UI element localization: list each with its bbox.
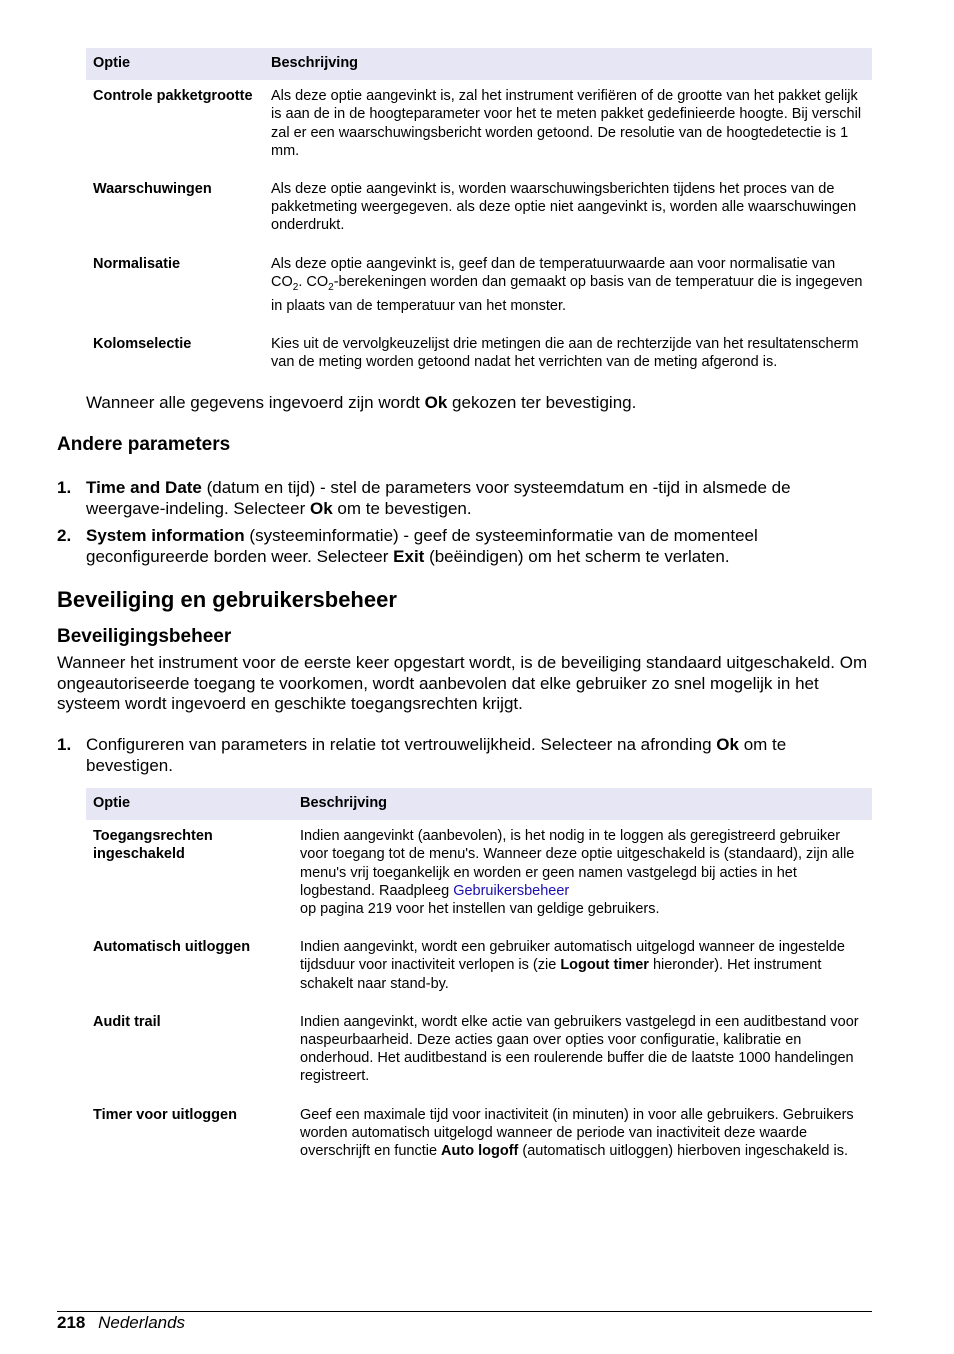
table-row (86, 820, 872, 931)
text-part: . CO (298, 273, 329, 290)
bold-term: Ok (309, 498, 333, 518)
page-footer (57, 1313, 185, 1333)
option-name: Toegangsrechten ingeschakeld (93, 828, 213, 863)
confirm-paragraph (86, 393, 872, 414)
table-row (86, 1006, 872, 1099)
option-name: Controle pakketgrootte (93, 88, 253, 105)
table-header-description: Beschrijving (293, 788, 872, 820)
text-part: Wanneer alle gegevens ingevoerd zijn wordt (86, 393, 425, 412)
bold-term: Ok (424, 393, 448, 412)
text-part: (beëindigen) om het scherm te verlaten. (424, 546, 730, 566)
list-number: 1. (57, 478, 72, 497)
table-header-option: Optie (86, 788, 293, 820)
bold-term: Ok (716, 735, 739, 754)
option-name: Automatisch uitloggen (93, 939, 251, 956)
option-description (293, 820, 872, 931)
table-row (86, 173, 872, 248)
options-table-security (86, 788, 872, 1173)
list-number: 1. (57, 735, 72, 754)
text-part: Als deze optie aangevinkt is, geef dan de temperatuurwaarde aan voor normalisatie van CO (271, 255, 836, 290)
bold-term: Time and Date (86, 478, 202, 497)
subscript: 2 (328, 281, 334, 293)
option-name: Timer voor uitloggen (93, 1106, 237, 1123)
bold-term: Logout timer (560, 957, 649, 974)
text-part: (automatisch uitloggen) hierboven ingeschakeld is. (518, 1143, 849, 1160)
text-part: om te bevestigen. (332, 498, 472, 518)
bold-term: Auto logoff (441, 1143, 519, 1160)
bold-term: Exit (393, 546, 425, 566)
text-part: om te bevestigen. (86, 735, 787, 775)
option-description: Indien aangevinkt, wordt elke actie van gebruikers vastgelegd in een auditbestand voor naspeurbaarheid. Deze acties gaan over opties voor configuratie, kalibratie en onderhoud. Het auditbestand is een roulerende buffer die de laatste 1000 handelingen registreert. (300, 1013, 859, 1085)
text-part: Indien aangevinkt, wordt een gebruiker automatisch uitgelogd wanneer de ingestelde tijdsduur voor inactiviteit verlopen is (zie (300, 939, 845, 974)
step-list (57, 735, 872, 776)
footer-language: Nederlands (98, 1313, 186, 1332)
andere-parameters-heading: Andere parameters (57, 434, 231, 455)
list-item (57, 478, 872, 519)
table-row (86, 328, 872, 384)
option-name: Normalisatie (93, 255, 181, 272)
intro-paragraph: Wanneer het instrument voor de eerste keer opgestart wordt, is de beveiliging standaard uitgeschakeld. Om ongeautoriseerde toegang te voorkomen, wordt aanbevolen dat elke gebruiker zo snel mogelijk in het systeem wordt ingevoerd en geschikte toegangsrechten krijgt. (57, 653, 868, 713)
text-part: gekozen ter bevestiging. (447, 393, 637, 412)
footer-divider (57, 1311, 872, 1312)
section-heading: Beveiliging en gebruikersbeheer (57, 587, 397, 612)
option-name: Kolomselectie (93, 336, 192, 353)
andere-parameters-list (57, 478, 872, 567)
option-name: Audit trail (93, 1013, 161, 1030)
subscript: 2 (292, 281, 299, 293)
option-description: Als deze optie aangevinkt is, worden waarschuwingsberichten tijdens het proces van de pakketmeting weergegeven. als deze optie niet aangevinkt is, worden alle waarschuwingen onderdrukt. (271, 181, 857, 234)
option-description: Kies uit de vervolgkeuzelijst drie metingen die aan de rechterzijde van het resultatenscherm van de meting worden getoond nadat het verrichten van de meting afgerond is. (271, 336, 859, 371)
text-part: (systeeminformatie) - geef de systeeminformatie van de momenteel geconfigureerde borden weer. Selecteer (86, 526, 758, 566)
option-description (293, 1099, 872, 1174)
options-table-packet (86, 48, 872, 385)
table-row (86, 1099, 872, 1174)
text-part: op pagina 219 voor het instellen van geldige gebruikers. (300, 901, 660, 918)
option-description: Als deze optie aangevinkt is, zal het instrument verifiëren of de grootte van het pakket gelijk is aan de in de hoogteparameter voor het te meten pakket gedefinieerde hoogte. Bij verschil zal er een waarschuwingsbericht worden getoond. De resolutie van de hoogtedetectie is 1 mm. (271, 88, 862, 159)
list-number: 2. (57, 526, 72, 545)
beveiligingsbeheer-heading: Beveiligingsbeheer (57, 626, 232, 647)
page-number: 218 (57, 1313, 86, 1332)
text-part: -berekeningen worden dan gemaakt op basis van de temperatuur die is ingegeven in plaats van de temperatuur van het monster. (271, 273, 863, 314)
list-item (57, 526, 872, 567)
option-description (293, 931, 872, 1006)
bold-term: System information (86, 526, 245, 545)
table-header-description: Beschrijving (264, 48, 872, 80)
text-part: Configureren van parameters in relatie tot vertrouwelijkheid. Selecteer na afronding (86, 735, 717, 754)
list-item (57, 735, 872, 776)
table-row (86, 931, 872, 1006)
text-part: (datum en tijd) - stel de parameters voor systeemdatum en -tijd in alsmede de weergave-indeling. Selecteer (86, 478, 791, 518)
gebruikersbeheer-link[interactable]: Gebruikersbeheer (453, 882, 570, 899)
table-row (86, 248, 872, 329)
text-part: Geef een maximale tijd voor inactiviteit (in minuten) in voor alle gebruikers. Gebruikers worden automatisch uitgelogd wanneer de periode van inactiviteit deze waarde overschrijft en functie (300, 1106, 854, 1160)
text-part: hieronder). Het instrument schakelt naar stand-by. (300, 957, 822, 992)
option-name: Waarschuwingen (93, 181, 212, 198)
option-description (264, 248, 872, 329)
table-header-option: Optie (86, 48, 264, 80)
table-row (86, 80, 872, 173)
text-part: Indien aangevinkt (aanbevolen), is het nodig in te loggen als geregistreerd gebruiker voor toegang tot de menu's. Wanneer deze optie uitgeschakeld is (standaard), zijn alle menu's vrij toegankelijk en worden er geen namen vastgelegd bij acties in het logbestand. Raadpleeg (300, 828, 855, 899)
